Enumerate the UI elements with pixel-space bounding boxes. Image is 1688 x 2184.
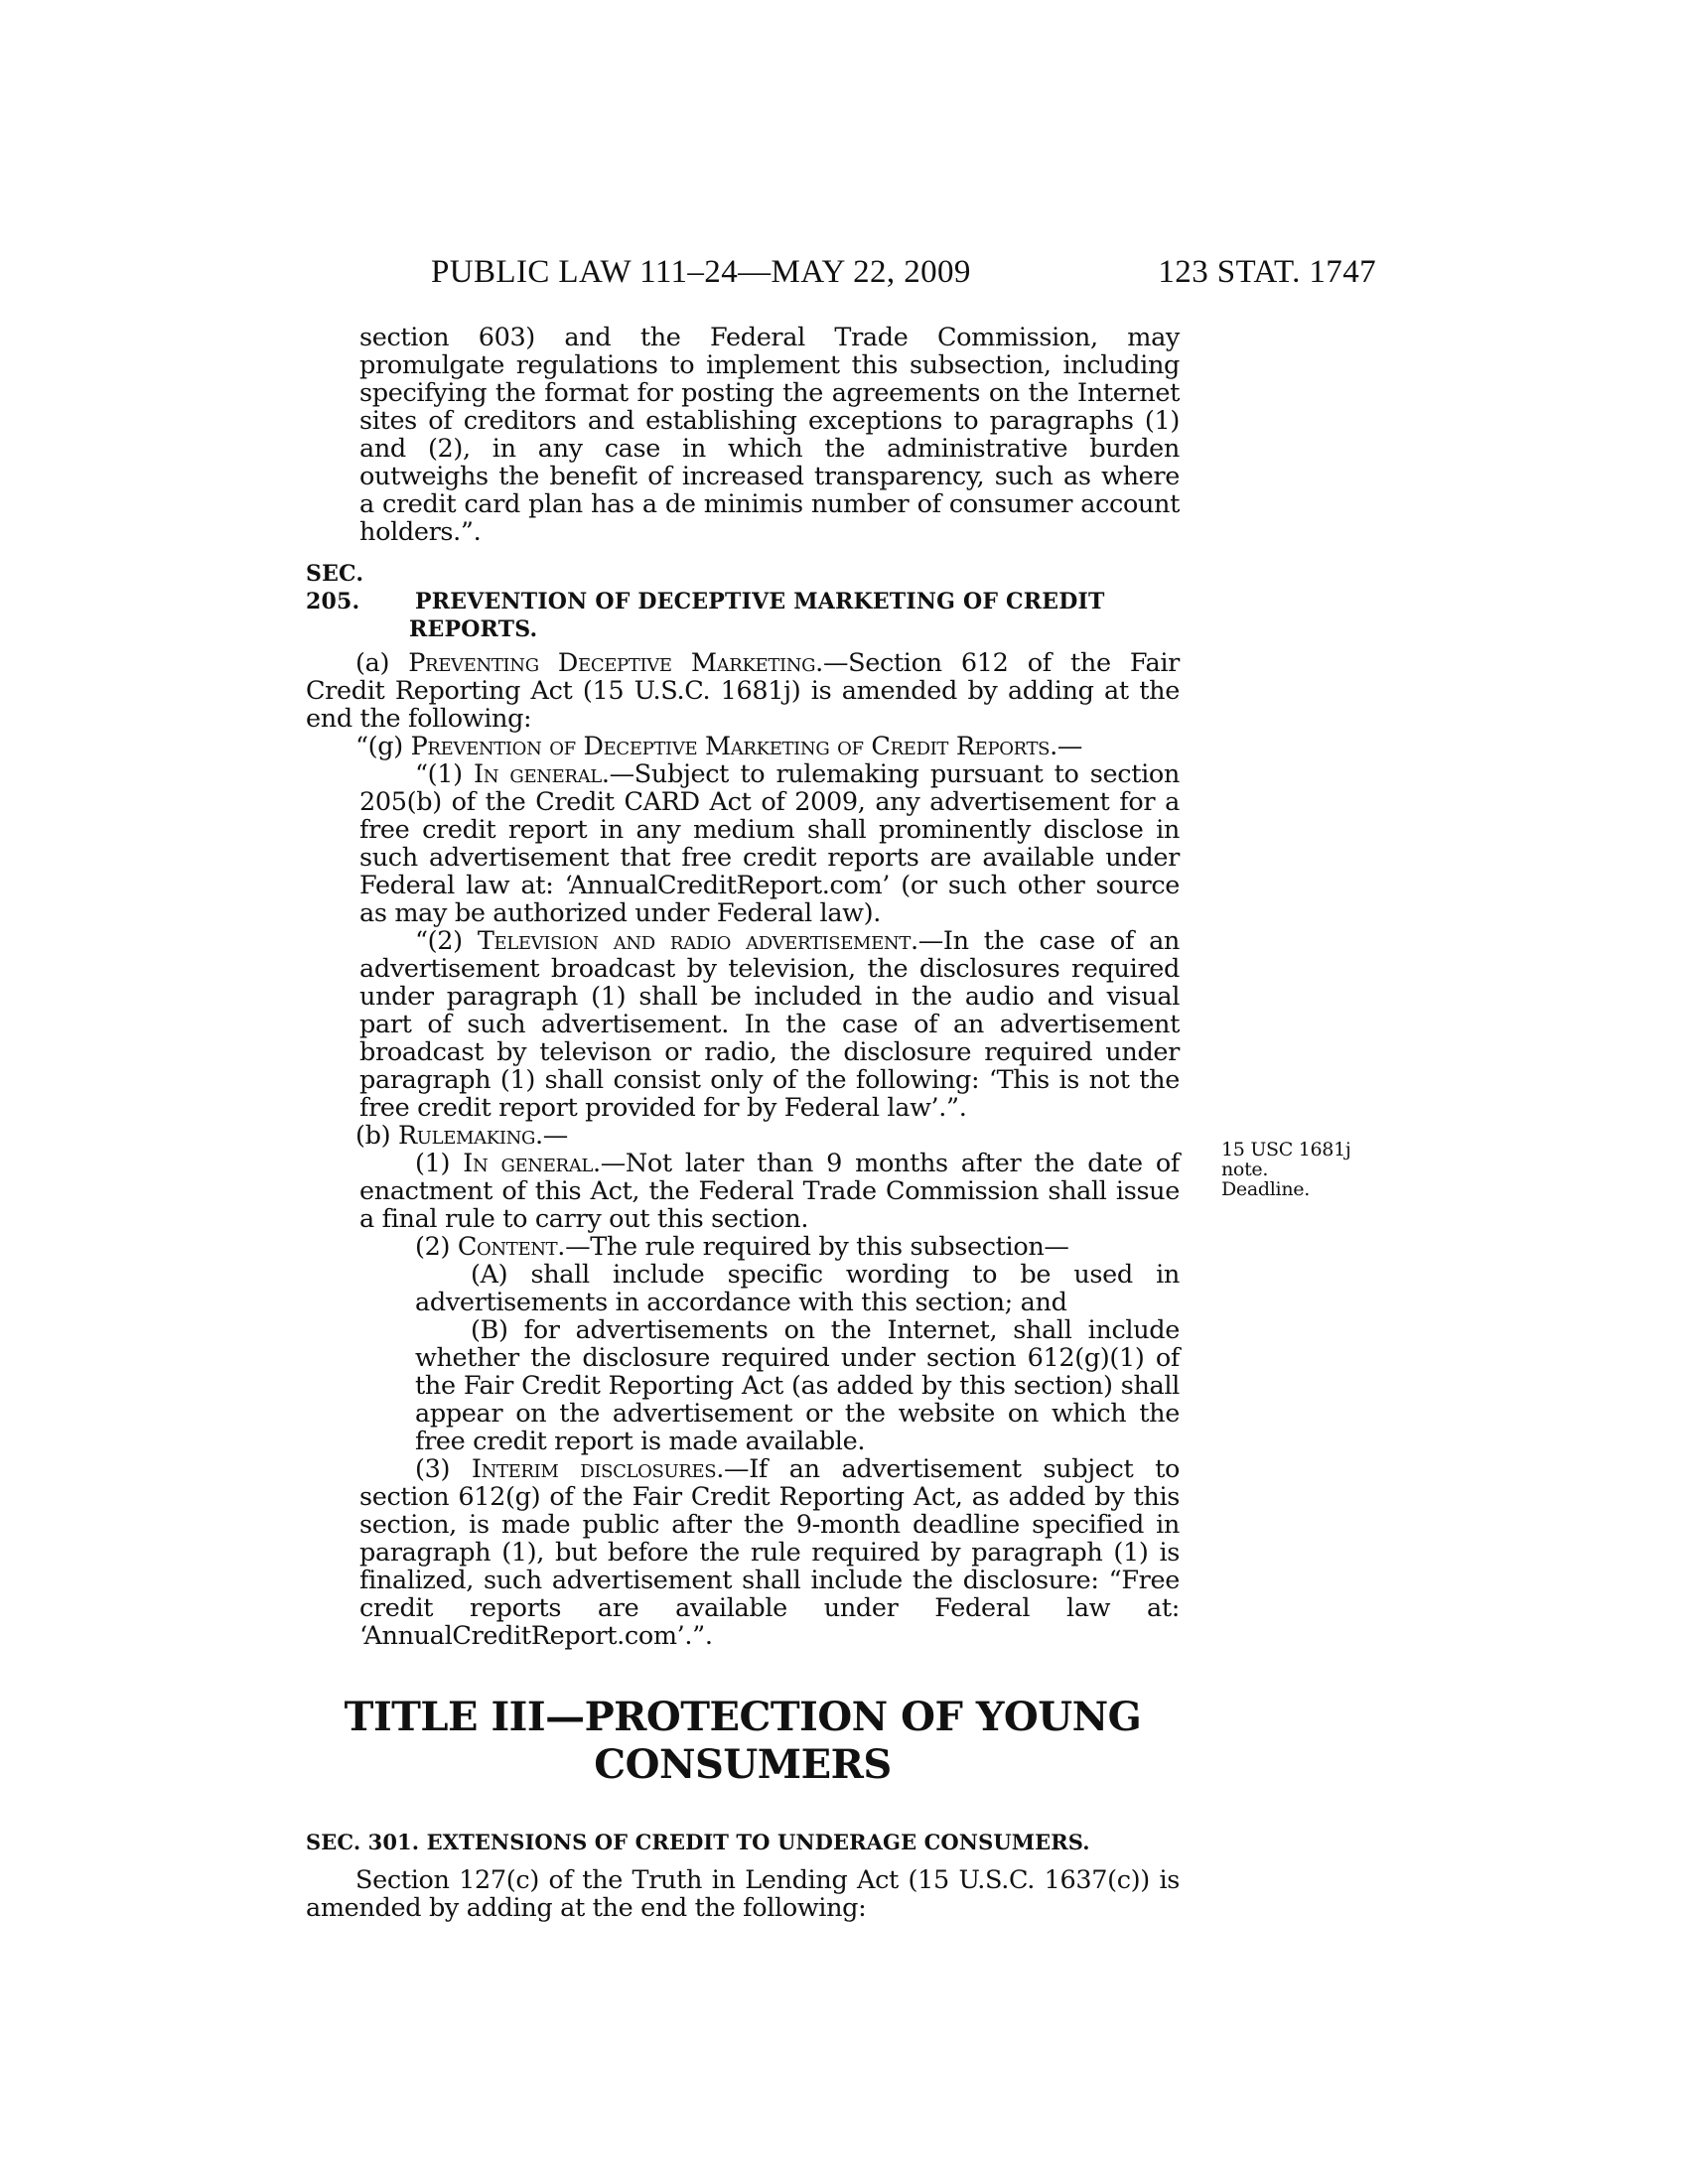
paragraph-g2-label: “(2) (415, 926, 478, 956)
paragraph-b1-heading: In general. (463, 1149, 601, 1178)
subsection-g-text: — (1056, 732, 1083, 761)
paragraph-b2-text: —The rule required by this subsection— (565, 1232, 1069, 1262)
paragraph-g1-heading: In general. (474, 759, 610, 789)
title-iii-line1: TITLE III—PROTECTION OF YOUNG (344, 1694, 1142, 1740)
subsection-g-label: “(g) (355, 732, 411, 761)
subsection-g (306, 733, 1180, 760)
paragraph-g1-label: “(1) (415, 759, 475, 789)
margin-note (1221, 1140, 1350, 1199)
subsection-a (306, 649, 1180, 733)
subsection-g-heading: Prevention of Deceptive Marketing of Credit Reports. (410, 732, 1057, 761)
header-law-title: PUBLIC LAW 111–24—MAY 22, 2009 (431, 254, 971, 290)
subsection-b-heading: Rulemaking. (397, 1121, 543, 1151)
continued-paragraph: section 603) and the Federal Trade Commission, may promulgate regulations to implement this subsection, including specifying the format for posting the agreements on the Internet sites of creditors and establishing exceptions to paragraphs (1) and (2), in any case in which the administrative burden outweighs the benefit of increased transparency, such as where a credit card plan has a de minimis number of consumer account holders.”. (359, 323, 1180, 547)
header-stat-citation: 123 STAT. 1747 (1158, 254, 1376, 290)
paragraph-g2-heading: Television and radio advertisement. (477, 926, 918, 956)
paragraph-b2-label: (2) (415, 1232, 458, 1262)
paragraph-g2-text: —In the case of an advertisement broadcast by television, the disclosures required under paragraph (1) shall be included in the audio and visual part of such advertisement. In the case of an advertisement broadcast by televison or radio, the disclosure required under paragraph (1) shall consist only of the following: ‘This is not the free credit report provided for by Federal law’.”. (359, 926, 1180, 1123)
paragraph-b3-heading: Interim disclosures. (471, 1454, 725, 1484)
section-205-title-line1: PREVENTION OF DECEPTIVE MARKETING OF CREDIT (415, 589, 1105, 614)
section-205-heading (306, 560, 1180, 643)
margin-note-deadline: Deadline. (1221, 1178, 1310, 1200)
paragraph-g1 (359, 760, 1180, 927)
document-body (306, 324, 1180, 1922)
paragraph-b2-heading: Content. (457, 1232, 566, 1262)
paragraph-g1-text: —Subject to rulemaking pursuant to section 205(b) of the Credit CARD Act of 2009, any advertisement for a free credit report in any medium shall prominently disclose in such advertisement that free credit reports are available under Federal law at: ‘AnnualCreditReport.com’ (or such other source as may be authorized under Federal law). (359, 759, 1180, 928)
margin-note-note: note. (1221, 1159, 1269, 1180)
section-301-text: Section 127(c) of the Truth in Lending Act (15 U.S.C. 1637(c)) is amended by adding at the end the following: (306, 1865, 1180, 1923)
subsection-a-text: —Section 612 of the Fair Credit Reporting Act (15 U.S.C. 1681j) is amended by adding at the end the following: (306, 648, 1180, 734)
subsection-b-label: (b) (355, 1121, 398, 1151)
paragraph-g2 (359, 927, 1180, 1122)
paragraph-b3 (359, 1455, 1180, 1650)
paragraph-b1-text: —Not later than 9 months after the date of enactment of this Act, the Federal Trade Commission shall issue a final rule to carry out this section. (359, 1149, 1181, 1234)
subsection-a-heading: Preventing Deceptive Marketing. (408, 648, 823, 678)
subparagraph-b2a: (A) shall include specific wording to be used in advertisements in accordance with this section; and (415, 1260, 1180, 1317)
paragraph-b2 (359, 1233, 1180, 1261)
paragraph-b1-label: (1) (415, 1149, 464, 1178)
section-205-number: SEC. 205. (306, 561, 364, 614)
section-205-title-line2: REPORTS. (409, 616, 538, 642)
title-iii-line2: CONSUMERS (594, 1741, 892, 1788)
subsection-b-text: — (542, 1121, 568, 1151)
paragraph-b1 (359, 1150, 1180, 1233)
subparagraph-b2b: (B) for advertisements on the Internet, shall include whether the disclosure required under section 612(g)(1) of the Fair Credit Reporting Act (as added by this section) shall appear on the advertisement or the website on which the free credit report is made available. (415, 1315, 1180, 1456)
margin-note-citation: 15 USC 1681j (1221, 1139, 1351, 1160)
section-301-heading: SEC. 301. EXTENSIONS OF CREDIT TO UNDERAGE CONSUMERS. (306, 1830, 1090, 1854)
subsection-b (306, 1122, 1180, 1150)
subsection-a-label: (a) (355, 648, 409, 678)
paragraph-b3-label: (3) (415, 1454, 472, 1484)
paragraph-b3-text: —If an advertisement subject to section 612(g) of the Fair Credit Reporting Act, as added by this section, is made public after the 9-month deadline specified in paragraph (1), but before the rule required by paragraph (1) is finalized, such advertisement shall include the disclosure: “Free credit reports are available under Federal law at: ‘AnnualCreditReport.com’.”. (359, 1454, 1181, 1651)
title-iii-heading (306, 1694, 1180, 1789)
